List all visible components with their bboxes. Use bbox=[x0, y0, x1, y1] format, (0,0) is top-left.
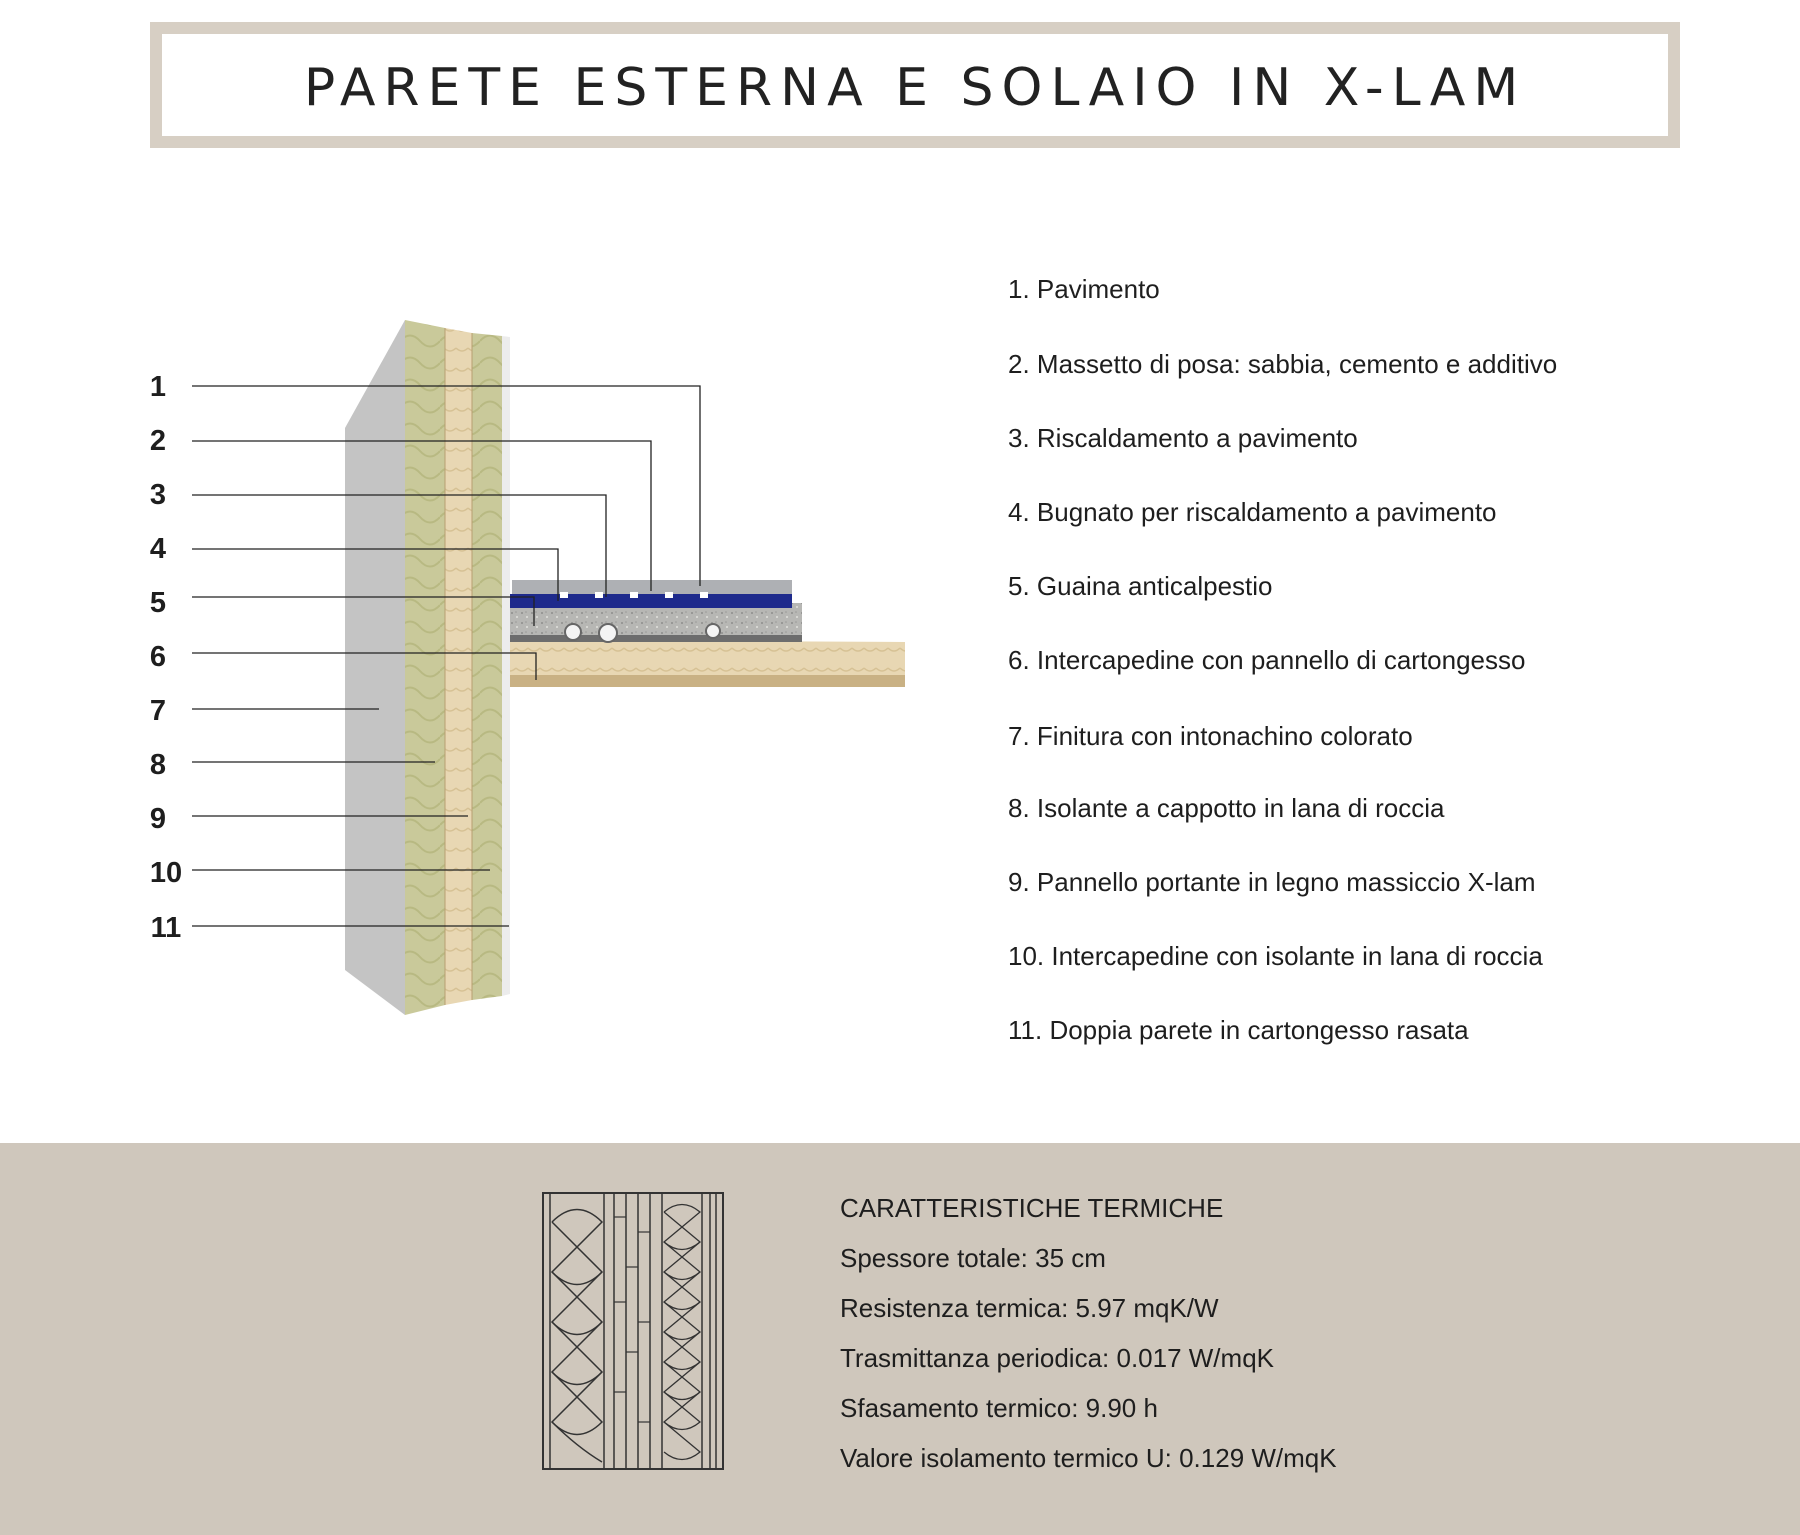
heating-mat bbox=[510, 594, 792, 608]
callout-number: 5 bbox=[149, 587, 167, 619]
legend-item: 4. Bugnato per riscaldamento a pavimento bbox=[1008, 497, 1497, 527]
legend-item: 8. Isolante a cappotto in lana di roccia bbox=[1008, 793, 1445, 823]
thermal-properties bbox=[840, 1193, 1337, 1493]
callout-number: 4 bbox=[149, 533, 167, 565]
callout-number: 3 bbox=[149, 479, 167, 511]
legend-item: 6. Intercapedine con pannello di cartongesso bbox=[1008, 645, 1526, 675]
wall-stratigraphy-icon bbox=[542, 1192, 724, 1470]
legend-item: 11. Doppia parete in cartongesso rasata bbox=[1008, 1015, 1469, 1045]
thermal-row: Valore isolamento termico U: 0.129 W/mqK bbox=[840, 1443, 1337, 1473]
thermal-row: Trasmittanza periodica: 0.017 W/mqK bbox=[840, 1343, 1274, 1373]
legend-item: 7. Finitura con intonachino colorato bbox=[1008, 721, 1413, 751]
thermal-row: Resistenza termica: 5.97 mqK/W bbox=[840, 1293, 1219, 1323]
interior-insulation-layer bbox=[472, 333, 502, 1000]
thermal-row: Sfasamento termico: 9.90 h bbox=[840, 1393, 1158, 1423]
legend-item: 1. Pavimento bbox=[1008, 274, 1160, 304]
page-title: PARETE ESTERNA E SOLAIO IN X-LAM bbox=[303, 58, 1527, 118]
callout-number: 7 bbox=[149, 695, 167, 727]
xlam-panel-layer bbox=[445, 328, 472, 1005]
exterior-insulation-layer bbox=[405, 320, 445, 1015]
callout-number: 11 bbox=[150, 912, 182, 944]
callout-number: 9 bbox=[149, 803, 167, 835]
heating-pipe bbox=[706, 624, 720, 638]
legend-item: 3. Riscaldamento a pavimento bbox=[1008, 423, 1358, 453]
legend-item: 9. Pannello portante in legno massiccio X-lam bbox=[1008, 867, 1536, 897]
thermal-title: CARATTERISTICHE TERMICHE bbox=[840, 1193, 1224, 1223]
heating-pipe bbox=[599, 624, 617, 642]
callout-number: 8 bbox=[149, 749, 167, 781]
floor-finish bbox=[512, 580, 792, 594]
legend-item: 10. Intercapedine con isolante in lana di roccia bbox=[1008, 941, 1543, 971]
thermal-properties-panel bbox=[0, 1143, 1800, 1535]
thermal-row: Spessore totale: 35 cm bbox=[840, 1243, 1106, 1273]
callout-numbers bbox=[150, 371, 182, 944]
heating-pipe bbox=[565, 624, 581, 640]
plasterboard-layer bbox=[502, 336, 510, 996]
callout-number: 10 bbox=[149, 857, 183, 889]
plaster-finish-layer bbox=[345, 320, 405, 1015]
legend-item: 5. Guaina anticalpestio bbox=[1008, 571, 1273, 601]
callout-number: 2 bbox=[149, 425, 167, 457]
exterior-wall-section bbox=[345, 320, 510, 1015]
ceiling-joists bbox=[510, 675, 905, 687]
callout-number: 6 bbox=[149, 641, 167, 673]
floor-slab-section bbox=[510, 580, 905, 687]
callout-number: 1 bbox=[149, 371, 167, 403]
legend-item: 2. Massetto di posa: sabbia, cemento e additivo bbox=[1008, 349, 1558, 379]
acoustic-membrane bbox=[510, 634, 802, 642]
